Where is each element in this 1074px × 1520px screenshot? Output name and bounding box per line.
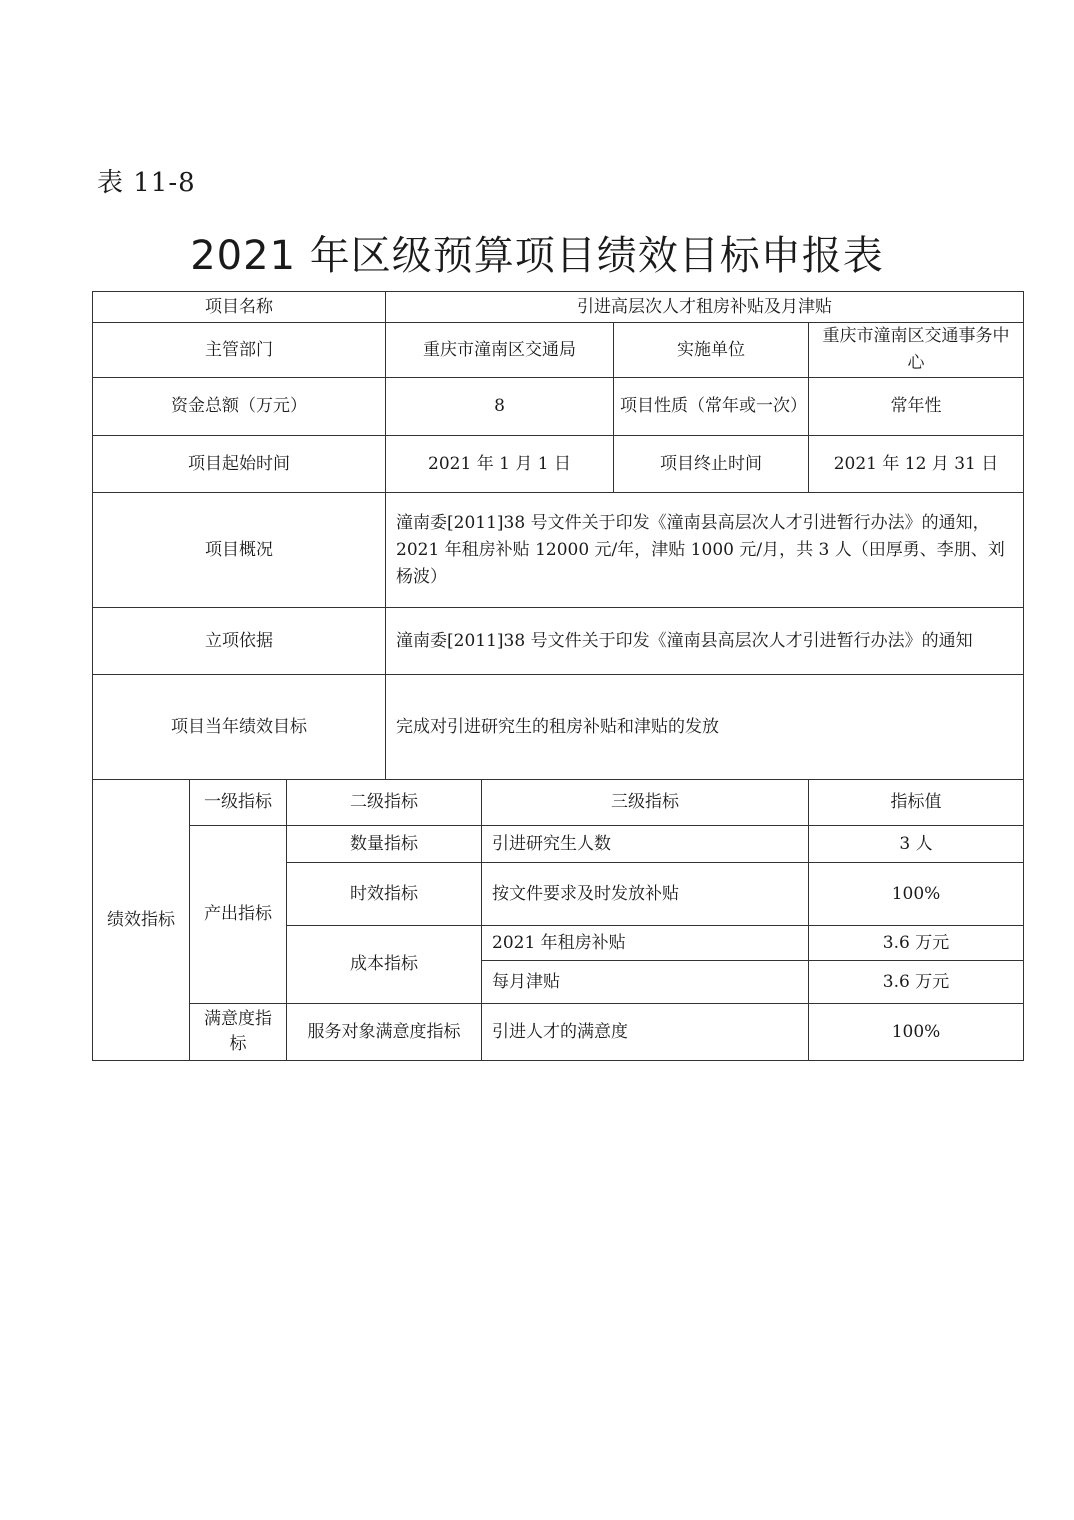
cost-item-allowance: 每月津贴	[482, 961, 809, 1004]
cost-item-rent: 2021 年租房补贴	[482, 926, 809, 961]
project-name-label: 项目名称	[93, 292, 386, 323]
level2-header: 二级指标	[287, 780, 482, 826]
cost-indicator-label: 成本指标	[287, 926, 482, 1004]
project-name-value: 引进高层次人才租房补贴及月津贴	[386, 292, 1024, 323]
level3-header: 三级指标	[482, 780, 809, 826]
end-date-label: 项目终止时间	[614, 436, 809, 493]
table-row	[93, 675, 1024, 780]
timeliness-value: 100%	[809, 863, 1024, 926]
table-row	[93, 323, 1024, 378]
table-number: 表 11-8	[97, 168, 196, 198]
table-row	[93, 378, 1024, 436]
department-label: 主管部门	[93, 323, 386, 378]
timeliness-item: 按文件要求及时发放补贴	[482, 863, 809, 926]
overview-value: 潼南委[2011]38 号文件关于印发《潼南县高层次人才引进暂行办法》的通知，2021 年租房补贴 12000 元/年，津贴 1000 元/月，共 3 人（田厚勇、李朋、刘杨波）	[386, 493, 1024, 608]
implementing-unit-label: 实施单位	[614, 323, 809, 378]
performance-section-label: 绩效指标	[93, 780, 190, 1061]
table-row	[93, 826, 1024, 863]
basis-value: 潼南委[2011]38 号文件关于印发《潼南县高层次人才引进暂行办法》的通知	[386, 608, 1024, 675]
quantity-item: 引进研究生人数	[482, 826, 809, 863]
satisfaction-item: 引进人才的满意度	[482, 1004, 809, 1061]
table-row	[93, 608, 1024, 675]
table-row	[93, 436, 1024, 493]
document-title: 2021 年区级预算项目绩效目标申报表	[190, 233, 884, 279]
funds-label: 资金总额（万元）	[93, 378, 386, 436]
project-nature-value: 常年性	[809, 378, 1024, 436]
department-value: 重庆市潼南区交通局	[386, 323, 614, 378]
end-date-value: 2021 年 12 月 31 日	[809, 436, 1024, 493]
annual-goal-value: 完成对引进研究生的租房补贴和津贴的发放	[386, 675, 1024, 780]
timeliness-indicator-label: 时效指标	[287, 863, 482, 926]
implementing-unit-value: 重庆市潼南区交通事务中心	[809, 323, 1024, 378]
quantity-value: 3 人	[809, 826, 1024, 863]
output-indicator-label: 产出指标	[190, 826, 287, 1004]
basis-label: 立项依据	[93, 608, 386, 675]
table-row	[93, 292, 1024, 323]
cost-value-rent: 3.6 万元	[809, 926, 1024, 961]
satisfaction-indicator-label: 满意度指标	[190, 1004, 287, 1061]
overview-label: 项目概况	[93, 493, 386, 608]
budget-performance-table	[92, 291, 1024, 1061]
start-date-label: 项目起始时间	[93, 436, 386, 493]
start-date-value: 2021 年 1 月 1 日	[386, 436, 614, 493]
table-row	[93, 780, 1024, 826]
funds-value: 8	[386, 378, 614, 436]
annual-goal-label: 项目当年绩效目标	[93, 675, 386, 780]
satisfaction-value: 100%	[809, 1004, 1024, 1061]
indicator-value-header: 指标值	[809, 780, 1024, 826]
level1-header: 一级指标	[190, 780, 287, 826]
cost-value-allowance: 3.6 万元	[809, 961, 1024, 1004]
table-row	[93, 1004, 1024, 1061]
project-nature-label: 项目性质（常年或一次）	[614, 378, 809, 436]
service-satisfaction-label: 服务对象满意度指标	[287, 1004, 482, 1061]
table-row	[93, 493, 1024, 608]
quantity-indicator-label: 数量指标	[287, 826, 482, 863]
